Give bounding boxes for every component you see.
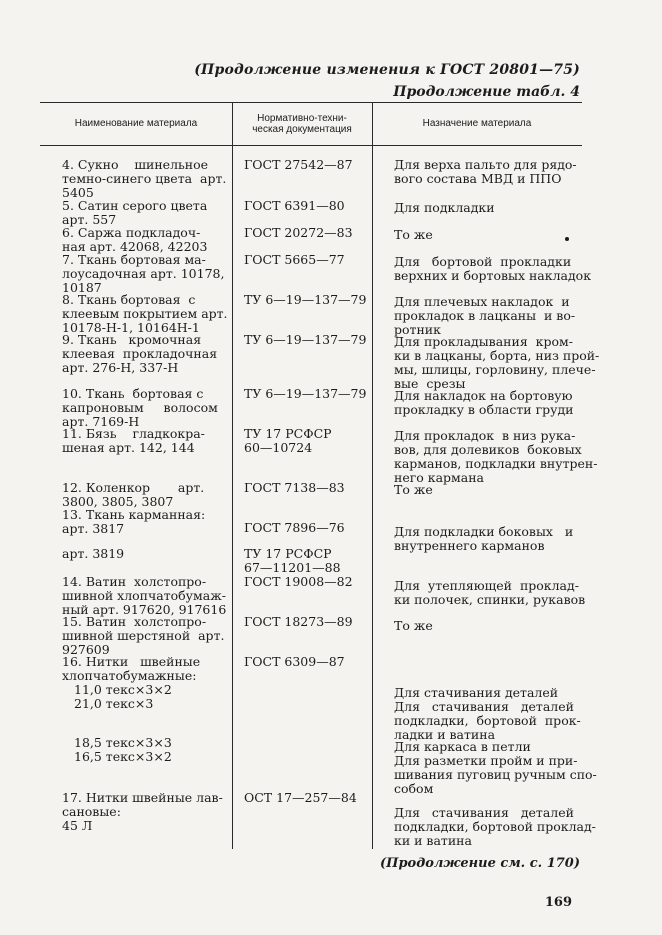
row-doc: ГОСТ 27542—87: [244, 157, 353, 172]
row-material: 4. Сукно шинельное темно-синего цвета арт. 5405: [62, 157, 227, 200]
table-header-rule: [40, 145, 582, 146]
row-material: 14. Ватин холстопро- шивной хлопчатобумаж- ный арт. 917620, 917616: [62, 574, 227, 617]
row-doc: ГОСТ 19008—82: [244, 574, 353, 589]
column-header-purpose-text: Назначение материала: [422, 118, 532, 129]
row-material: 18,5 текс×3×3 16,5 текс×3×2: [74, 735, 172, 764]
column-header-documentation: [232, 102, 372, 145]
row-purpose: Для бортовой прокладки верхних и бортовых накладок: [394, 254, 592, 283]
row-purpose: Для прокладывания кром- ки в лацканы, борта, низ прой- мы, шлицы, горловину, плече- вые срезы: [394, 334, 600, 391]
row-material: 8. Ткань бортовая с клеевым покрытием арт. 10178-Н-1, 10164Н-1: [62, 292, 228, 335]
row-material: 13. Ткань карманная: арт. 3817: [62, 507, 206, 536]
row-purpose: То же: [394, 618, 433, 633]
row-doc: ГОСТ 7138—83: [244, 480, 345, 495]
row-material: 6. Саржа подкладоч- ная арт. 42068, 42203: [62, 225, 208, 254]
row-doc: ТУ 17 РСФСР 67—11201—88: [244, 546, 341, 575]
row-purpose: Для утепляющей проклад- ки полочек, спинки, рукавов: [394, 578, 586, 607]
row-material: 15. Ватин холстопро- шивной шерстяной арт. 927609: [62, 614, 225, 657]
row-material: 17. Нитки швейные лав- сановые: 45 Л: [62, 790, 223, 833]
row-purpose: То же: [394, 227, 433, 242]
row-material: 11,0 текс×3×2 21,0 текс×3: [74, 682, 172, 711]
row-doc: ТУ 6—19—137—79: [244, 292, 367, 307]
column-header-material: [40, 102, 232, 145]
row-purpose: Для подкладки: [394, 200, 495, 215]
row-doc: ТУ 17 РСФСР 60—10724: [244, 426, 332, 455]
row-doc: ГОСТ 6391—80: [244, 198, 345, 213]
row-doc: ГОСТ 6309—87: [244, 654, 345, 669]
continuation-header: (Продолжение изменения к ГОСТ 20801—75): [194, 62, 580, 78]
ink-dot: [565, 237, 569, 241]
continuation-footer: (Продолжение см. с. 170): [380, 856, 580, 871]
row-doc: ОСТ 17—257—84: [244, 790, 357, 805]
row-purpose: Для каркаса в петли Для разметки пройм и при- шивания пуговиц ручным спо- собом: [394, 739, 597, 796]
row-purpose: Для прокладок в низ рука- вов, для долевиков боковых карманов, подкладки внутрен- него кармана: [394, 428, 598, 485]
row-purpose: Для подкладки боковых и внутреннего карманов: [394, 524, 574, 553]
row-purpose: Для плечевых накладок и прокладок в лацканы и во- ротник: [394, 294, 576, 337]
column-header-documentation-text: Нормативно-техни- ческая документация: [252, 112, 352, 135]
row-material: 9. Ткань кромочная клеевая прокладочная арт. 276-Н, 337-Н: [62, 332, 218, 375]
table-reference: Продолжение табл. 4: [393, 84, 580, 100]
row-doc: ГОСТ 18273—89: [244, 614, 353, 629]
column-divider-2: [372, 102, 373, 849]
row-material: 5. Сатин серого цвета арт. 557: [62, 198, 208, 227]
row-material: 12. Коленкор арт. 3800, 3805, 3807: [62, 480, 205, 509]
row-doc: ТУ 6—19—137—79: [244, 386, 367, 401]
row-doc: ГОСТ 20272—83: [244, 225, 353, 240]
row-doc: ГОСТ 5665—77: [244, 252, 345, 267]
column-header-purpose: [372, 102, 582, 145]
column-header-material-text: Наименование материала: [74, 118, 198, 129]
row-purpose: Для накладок на бортовую прокладку в области груди: [394, 388, 574, 417]
row-material: 7. Ткань бортовая ма- лоусадочная арт. 10178, 10187: [62, 252, 225, 295]
row-purpose: Для верха пальто для рядо- вого состава МВД и ППО: [394, 157, 577, 186]
row-purpose: Для стачивания деталей подкладки, бортовой проклад- ки и ватина: [394, 805, 596, 848]
row-doc: ТУ 6—19—137—79: [244, 332, 367, 347]
row-doc: ГОСТ 7896—76: [244, 520, 345, 535]
row-purpose: Для стачивания деталей Для стачивания деталей подкладки, бортовой прок- ладки и ватина: [394, 685, 581, 742]
row-material: 16. Нитки швейные хлопчатобумажные:: [62, 654, 201, 683]
row-material: 10. Ткань бортовая с капроновым волосом арт. 7169-Н: [62, 386, 218, 429]
page-number: 169: [544, 895, 572, 910]
row-material: арт. 3819: [62, 546, 125, 561]
row-material: 11. Бязь гладкокра- шеная арт. 142, 144: [62, 426, 205, 455]
row-purpose: То же: [394, 482, 433, 497]
